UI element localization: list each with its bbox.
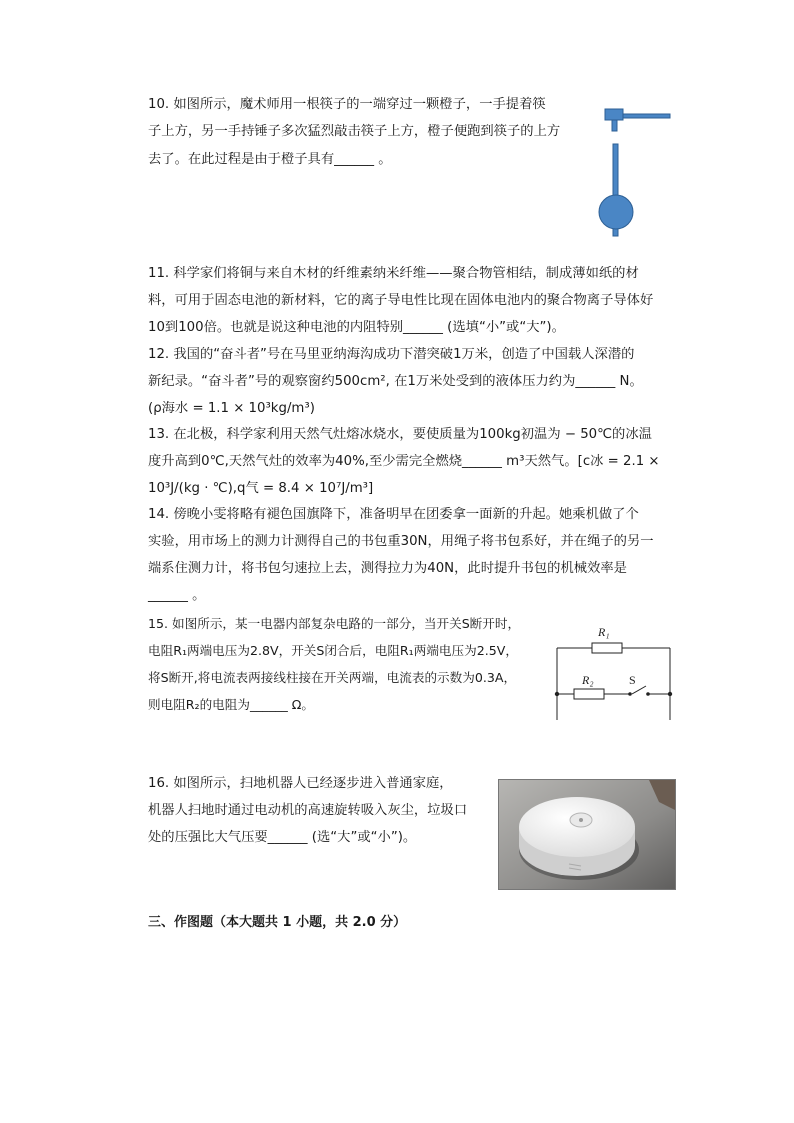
q14-line-3: 端系住测力计，将书包匀速拉上去，测得拉力为40N，此时提升书包的机械效率是 bbox=[148, 561, 627, 576]
q10-line-3: 去了。在此过程是由于橙子具有______ 。 bbox=[148, 152, 392, 167]
q13-line-2: 度升高到0℃,天然气灶的效率为40%,至少需完全燃烧______ m³天然气。[c冰 = 2.1 × bbox=[148, 454, 660, 469]
q10-line-1: 10. 如图所示，魔术师用一根筷子的一端穿过一颗橙子，一手提着筷 bbox=[148, 97, 546, 112]
q11-line-2: 料，可用于固态电池的新材料，它的离子导电性比现在固体电池内的聚合物离子导体好 bbox=[148, 293, 654, 308]
chopstick-orange-figure bbox=[598, 102, 678, 237]
section-heading: 三、作图题（本大题共 1 小题，共 2.0 分） bbox=[148, 915, 407, 930]
hammer-handle bbox=[623, 114, 670, 118]
q15-line-2: 电阻R₁两端电压为2.8V，开关S闭合后，电阻R₁两端电压为2.5V， bbox=[148, 643, 518, 658]
q10-line-2: 子上方，另一手持锤子多次猛烈敲击筷子上方，橙子便跑到筷子的上方 bbox=[148, 124, 561, 139]
q14-line-1: 14. 傍晚小雯将略有褪色国旗降下，准备明早在团委拿一面新的升起。她乘机做了个 bbox=[148, 507, 639, 522]
orange bbox=[599, 195, 633, 229]
circuit-diagram bbox=[550, 618, 680, 723]
q14-line-2: 实验，用市场上的测力计测得自己的书包重30N，用绳子将书包系好，并在绳子的另一 bbox=[148, 534, 654, 549]
q13-line-3: 10³J/(kg · ℃),q气 = 8.4 × 10⁷J/m³] bbox=[148, 481, 374, 496]
q15-line-3: 将S断开,将电流表两接线柱接在开关两端，电流表的示数为0.3A， bbox=[148, 670, 517, 685]
resistor-r2 bbox=[574, 689, 604, 699]
q16-line-3: 处的压强比大气压要______ (选“大”或“小”)。 bbox=[148, 830, 417, 845]
robot-vacuum-photo bbox=[498, 779, 676, 890]
q16-line-2: 机器人扫地时通过电动机的高速旋转吸入灰尘，垃圾口 bbox=[148, 803, 468, 818]
label-r2: R₂ bbox=[582, 673, 594, 687]
q13-line-1: 13. 在北极，科学家利用天然气灶熔冰烧水，要使质量为100kg初温为 − 50℃的冰温 bbox=[148, 427, 652, 442]
resistor-r1 bbox=[592, 643, 622, 653]
q11-line-3: 10到100倍。也就是说这种电池的内阻特别______ (选填“小”或“大”)。 bbox=[148, 320, 565, 335]
q14-line-4: ______ 。 bbox=[148, 588, 206, 603]
hammer-neck bbox=[612, 120, 617, 131]
q11-line-1: 11. 科学家们将铜与来自木材的纤维素纳米纤维——聚合物管相结，制成薄如纸的材 bbox=[148, 266, 639, 281]
q15-line-1: 15. 如图所示，某一电器内部复杂电路的一部分，当开关S断开时， bbox=[148, 616, 521, 631]
label-r1: R₁ bbox=[598, 625, 610, 639]
q12-line-2: 新纪录。“奋斗者”号的观察窗约500cm², 在1万米处受到的液体压力约为______ N。 bbox=[148, 374, 643, 389]
label-s: S bbox=[629, 673, 636, 687]
q16-line-1: 16. 如图所示，扫地机器人已经逐步进入普通家庭， bbox=[148, 776, 453, 791]
hammer-head bbox=[605, 109, 623, 120]
q12-line-1: 12. 我国的“奋斗者”号在马里亚纳海沟成功下潜突破1万米，创造了中国载人深潜的 bbox=[148, 347, 635, 362]
q12-line-3: (ρ海水 = 1.1 × 10³kg/m³) bbox=[148, 401, 315, 416]
switch-s bbox=[632, 686, 646, 694]
robot-vacuum-image bbox=[499, 780, 675, 889]
q15-line-4: 则电阻R₂的电阻为______ Ω。 bbox=[148, 697, 314, 712]
